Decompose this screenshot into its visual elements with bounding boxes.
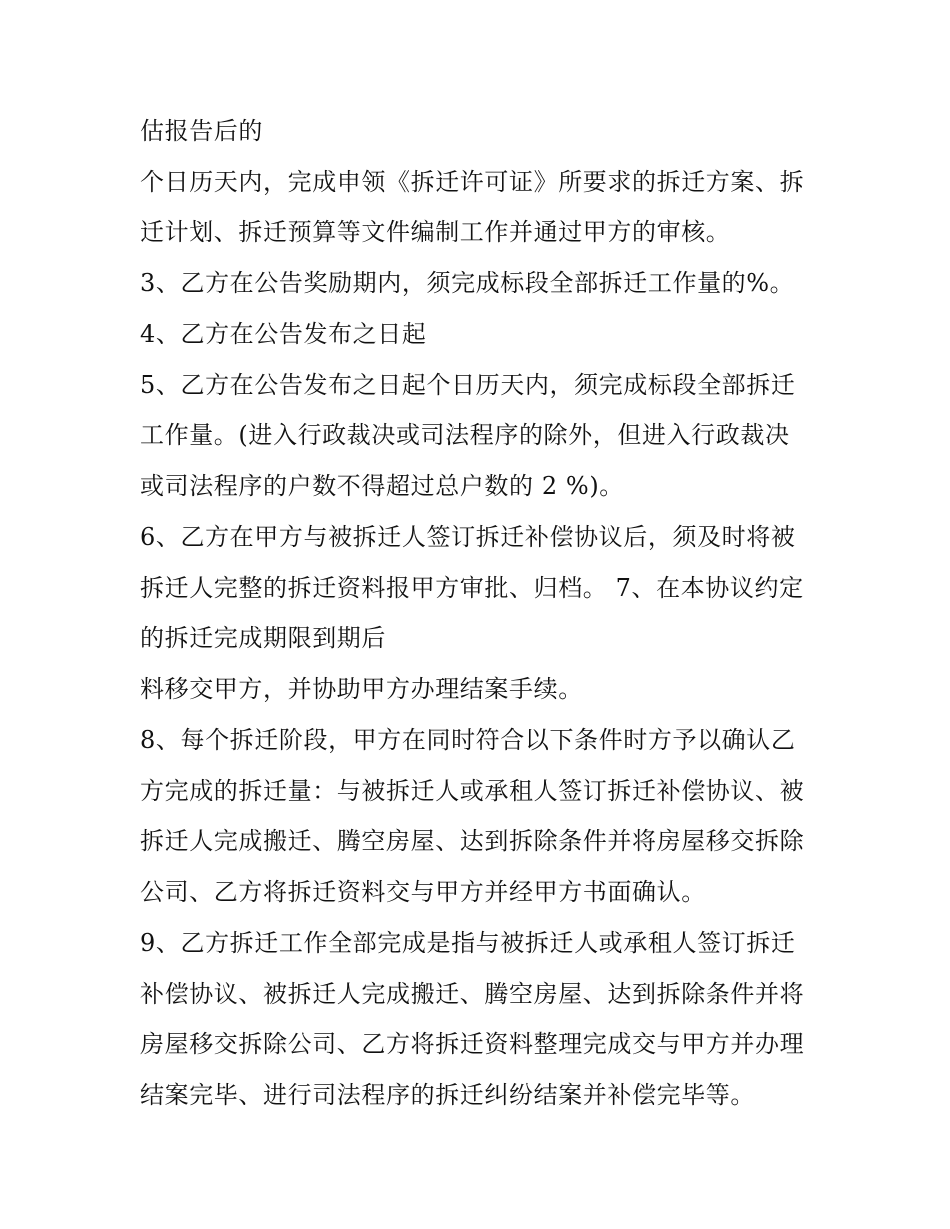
text-line: 6、乙方在甲方与被拆迁人签订拆迁补偿协议后，须及时将被	[140, 523, 796, 551]
text-line: 迁计划、拆迁预算等文件编制工作并通过甲方的审核。	[140, 218, 731, 246]
text-line: 补偿协议、被拆迁人完成搬迁、腾空房屋、达到拆除条件并将	[140, 980, 805, 1008]
text-line: 工作量。(进入行政裁决或司法程序的除外，但进入行政裁决	[140, 421, 790, 449]
text-line: 8、每个拆迁阶段，甲方在同时符合以下条件时方予以确认乙	[140, 726, 796, 754]
text-line: 结案完毕、进行司法程序的拆迁纠纷结案并补偿完毕等。	[140, 1081, 755, 1109]
text-line: 的拆迁完成期限到期后	[140, 624, 386, 652]
text-line: 房屋移交拆除公司、乙方将拆迁资料整理完成交与甲方并办理	[140, 1030, 805, 1058]
text-line: 或司法程序的户数不得超过总户数的 2 %)。	[140, 472, 624, 500]
text-line: 料移交甲方，并协助甲方办理结案手续。	[140, 675, 583, 703]
text-line: 9、乙方拆迁工作全部完成是指与被拆迁人或承租人签订拆迁	[140, 929, 796, 957]
text-line: 拆迁人完整的拆迁资料报甲方审批、归档。 7、在本协议约定	[140, 574, 804, 602]
text-line: 拆迁人完成搬迁、腾空房屋、达到拆除条件并将房屋移交拆除	[140, 827, 805, 855]
text-line: 公司、乙方将拆迁资料交与甲方并经甲方书面确认。	[140, 878, 706, 906]
text-line: 方完成的拆迁量：与被拆迁人或承租人签订拆迁补偿协议、被	[140, 777, 805, 805]
text-line: 3、乙方在公告奖励期内，须完成标段全部拆迁工作量的%。	[140, 269, 795, 297]
text-line: 4、乙方在公告发布之日起	[140, 320, 427, 348]
text-line: 5、乙方在公告发布之日起个日历天内，须完成标段全部拆迁	[140, 371, 796, 399]
text-line: 个日历天内，完成申领《拆迁许可证》所要求的拆迁方案、拆	[140, 168, 805, 196]
text-line: 估报告后的	[140, 117, 263, 145]
